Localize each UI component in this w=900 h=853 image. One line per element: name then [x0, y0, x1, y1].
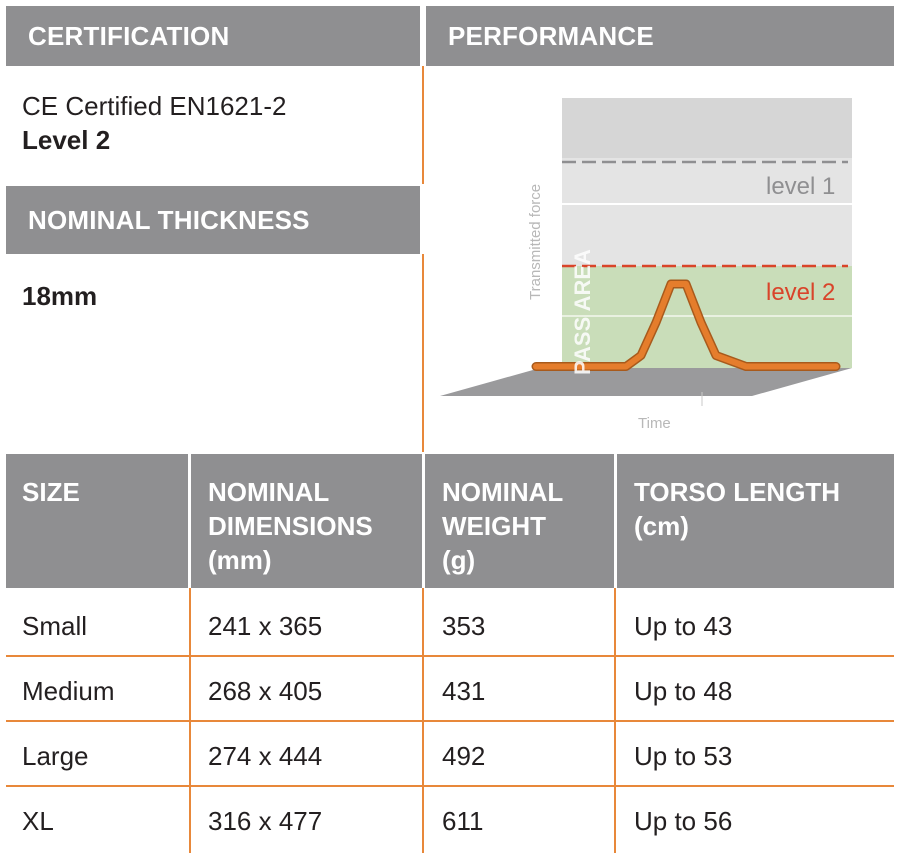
table-cell: 611 [442, 806, 484, 836]
performance-header: PERFORMANCE [426, 6, 894, 66]
table-cell: 316 x 477 [208, 806, 323, 836]
header-sep-2 [422, 454, 425, 588]
table-cell: Up to 56 [634, 806, 733, 836]
certification-standard: CE Certified EN1621-2 [22, 91, 287, 121]
row-sep-2 [6, 720, 894, 722]
table-cell: Up to 48 [634, 676, 733, 706]
table-cell: 241 x 365 [208, 611, 323, 641]
row-sep-1 [6, 655, 894, 657]
thickness-header: NOMINAL THICKNESS [6, 186, 420, 254]
chart-floor [440, 368, 852, 396]
certification-level: Level 2 [22, 125, 111, 155]
chart-xlabel: Time [638, 415, 671, 432]
table-cell: Small [22, 611, 88, 641]
table-cell: Up to 43 [634, 611, 733, 641]
row-sep-3 [6, 785, 894, 787]
top-divider-upper [422, 66, 424, 184]
col-header-size: SIZE [22, 477, 80, 507]
level2-label: level 2 [766, 279, 836, 306]
table-cell: 353 [442, 611, 486, 641]
pass-area-label: PASS AREA [570, 249, 595, 375]
chart-ylabel: Transmitted force [527, 183, 544, 300]
col-header-dimensions: NOMINAL DIMENSIONS (mm) [208, 477, 373, 575]
performance-chart [440, 90, 900, 450]
table-cell: XL [22, 806, 54, 836]
chart-top-band [562, 98, 852, 158]
col-header-weight: NOMINAL WEIGHT (g) [442, 477, 564, 575]
table-cell: Up to 53 [634, 741, 733, 771]
top-divider-lower [422, 254, 424, 452]
level1-label: level 1 [766, 173, 836, 200]
table-cell: 268 x 405 [208, 676, 323, 706]
col-header-torso: TORSO LENGTH (cm) [634, 477, 841, 541]
table-cell: Medium [22, 676, 115, 706]
header-sep-3 [614, 454, 617, 588]
thickness-value: 18mm [22, 281, 98, 311]
table-cell: 492 [442, 741, 486, 771]
table-cell: Large [22, 741, 89, 771]
table-cell: 431 [442, 676, 486, 706]
table-cell: 274 x 444 [208, 741, 323, 771]
header-sep-1 [188, 454, 191, 588]
certification-header: CERTIFICATION [6, 6, 420, 66]
